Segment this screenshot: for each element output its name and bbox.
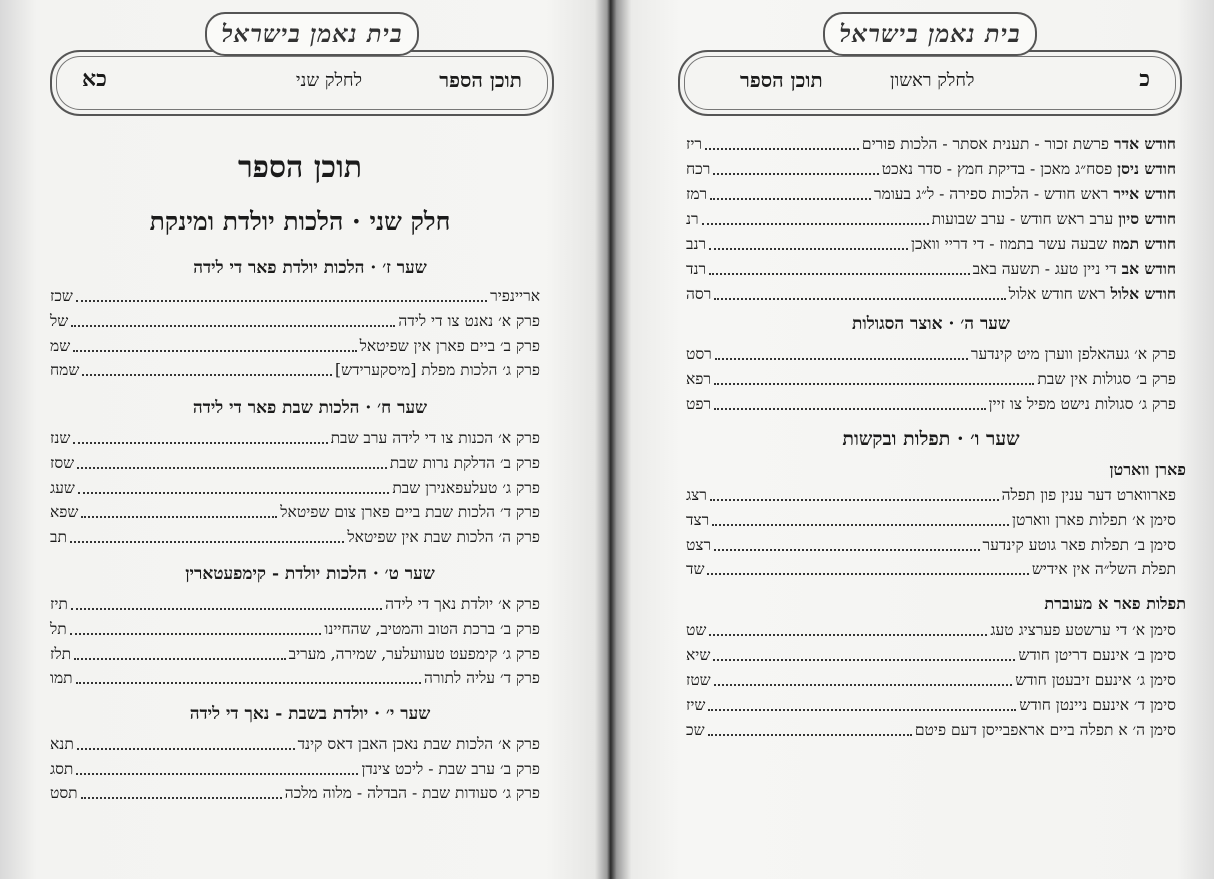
entry-text: פרק ג׳ סעודות שבת - הבדלה - מלוה מלכה [284,784,540,802]
section-title: שער ה׳ · אוצר הסגולות [852,314,1010,334]
entry-page: תסט [50,784,78,802]
entry-page: תב [50,528,67,546]
toc-entry[interactable] [50,451,540,475]
entry-text: פרק ג׳ הלכות מפלת [מיסקערידש] [335,361,540,379]
entry-text: פרק ב׳ ברכת הטוב והמטיב, שהחיינו [324,620,540,638]
toc-entry[interactable] [686,693,1176,717]
entry-page: רסט [686,345,712,363]
entry-page: שסז [50,454,75,472]
leader-dots [714,549,979,551]
subsection-heading: תפלות פאר א מעוברת [1044,594,1186,613]
entry-page: רצד [686,511,710,529]
entry-text: סימן ג׳ אינעם זיבעטן חודש [1015,671,1176,689]
header-subtitle: לחלק ראשון [890,70,975,91]
entry-page: שכ [686,721,705,739]
entry-page: רצט [686,536,712,554]
toc-entry[interactable] [686,257,1176,281]
toc-entry[interactable] [50,781,540,805]
leader-dots [74,658,286,660]
leader-dots [713,659,1015,661]
entry-page: תסג [50,760,74,778]
right-page [618,0,1214,879]
leader-dots [81,516,277,518]
entry-page: רפא [686,370,712,388]
entry-text: פרק ג׳ סגולות נישט מפיל צו זיין [988,395,1176,413]
entry-page: תנא [50,735,74,753]
entry-text: פרק א׳ יולדת נאך די לידה [385,595,540,613]
toc-entry[interactable] [686,557,1176,581]
entry-text: פרק ב׳ סגולות אין שבת [1037,370,1176,388]
section-title: שער י׳ · יולדת בשבת - נאך די לידה [189,704,431,724]
entry-page: רסה [686,285,712,303]
entry-page: שמ [50,337,71,355]
toc-entry[interactable] [50,334,540,358]
entry-text: חודש תמוז שבעה עשר בתמוז - די דריי וואכן [911,234,1176,253]
month-name: חודש אב [1121,259,1176,278]
toc-entry[interactable] [50,757,540,781]
toc-entry[interactable] [686,392,1176,416]
entry-text: סימן א׳ די ערשטע פערציג טעג [990,621,1176,639]
entry-text: סימן ב׳ תפלות פאר גוטע קינדער [982,536,1176,554]
entry-text: חודש אדר פרשת זכור - תענית אסתר - הלכות פורים [861,134,1176,153]
entry-page: שד [686,560,705,578]
month-name: חודש תמוז [1112,234,1176,253]
month-name: חודש אדר [1114,134,1176,153]
entry-text: חודש ניסן פסח״ג מאכן - בדיקת חמץ - סדר נאכט [881,159,1176,178]
leader-dots [702,223,929,225]
leader-dots [710,499,999,501]
leader-dots [73,442,327,444]
header-subtitle: לחלק שני [295,70,362,91]
toc-entry[interactable] [686,207,1176,231]
month-name: חודש אייר [1113,184,1176,203]
entry-text: פרק ג׳ טעלעפאנירן שבת [392,479,540,497]
left-page [0,0,600,879]
entry-page: שט [686,621,707,639]
toc-entry[interactable] [50,358,540,382]
toc-entry[interactable] [686,232,1176,256]
leader-dots [76,773,358,775]
entry-page: שעג [50,479,75,497]
entry-page: תיז [50,595,68,613]
entry-text: סימן ד׳ אינעם ניינטן חודש [1019,696,1176,714]
entry-page: שנז [50,429,71,447]
entry-page: רנ [686,210,699,228]
section-title: שער ט׳ · הלכות יולדת - קימפעטארין [185,564,435,584]
section-title: שער ו׳ · תפלות ובקשות [842,428,1020,450]
toc-entry[interactable] [686,367,1176,391]
toc-entry[interactable] [686,533,1176,557]
page-number: כ [1139,66,1150,92]
leader-dots [70,633,322,635]
entry-text: פרק א׳ געהאלפן ווערן מיט קינדער [970,345,1176,363]
toc-entry[interactable] [686,668,1176,692]
entry-page: שמח [50,361,80,379]
entry-page: שיא [686,646,711,664]
entry-page: רצג [686,486,707,504]
entry-text: אריינפיר [490,287,540,305]
leader-dots [77,748,295,750]
leader-dots [709,634,987,636]
entry-text: פרק ב׳ ערב שבת - ליכט צינדן [361,760,540,778]
toc-entry[interactable] [686,282,1176,306]
entry-page: שכז [50,287,73,305]
leader-dots [709,248,908,250]
entry-text: פרק ד׳ עליה לתורה [423,669,540,687]
leader-dots [70,541,344,543]
entry-page: רכח [686,160,711,178]
entry-text: תפלת השל״ה אין אידיש [1031,560,1176,578]
leader-dots [81,797,282,799]
toc-entry[interactable] [686,182,1176,206]
entry-page: תמו [50,669,73,687]
entry-page: תל [50,620,67,638]
toc-entry[interactable] [686,157,1176,181]
month-name: חודש סיון [1118,209,1176,228]
part-title: חלק שני · הלכות יולדת ומינקת [149,207,451,236]
entry-page: שטז [686,671,711,689]
leader-dots [708,734,912,736]
entry-text: פרק ב׳ ביים פארן אין שפיטאל [359,337,540,355]
leader-dots [82,374,332,376]
entry-text: פרק א׳ נאנט צו די לידה [398,312,540,330]
toc-entry[interactable] [686,483,1176,507]
leader-dots [73,350,356,352]
toc-entry[interactable] [686,618,1176,642]
entry-page: תלז [50,645,72,663]
toc-entry[interactable] [686,643,1176,667]
entry-page: שפא [50,503,79,521]
header-title: תוכן הספר [439,68,522,92]
leader-dots [714,383,1034,385]
toc-entry[interactable] [50,426,540,450]
leader-dots [708,709,1016,711]
header-title: תוכן הספר [740,68,823,92]
leader-dots [713,173,878,175]
entry-text: פרק ה׳ הלכות שבת אין שפיטאל [347,528,540,546]
leader-dots [714,684,1013,686]
leader-dots [712,524,1009,526]
leader-dots [77,467,387,469]
toc-entry[interactable] [50,284,540,308]
toc-entry[interactable] [50,592,540,616]
leader-dots [76,682,421,684]
entry-text: פרק ד׳ הלכות שבת ביים פארן צום שפיטאל [280,503,540,521]
book-title-banner: בית נאמן בישראל [823,12,1037,56]
leader-dots [714,298,1005,300]
entry-page: רנד [686,260,707,278]
toc-entry[interactable] [50,666,540,690]
entry-text: פרק ב׳ הדלקת נרות שבת [389,454,540,472]
toc-entry[interactable] [50,309,540,333]
entry-page: ריז [686,135,702,153]
entry-page: של [50,312,69,330]
leader-dots [710,198,871,200]
entry-text: סימן ה׳ א תפלה ביים אראפבייסן דעם פיטם [914,721,1176,739]
leader-dots [715,358,968,360]
section-title: שער ח׳ · הלכות שבת פאר די לידה [192,398,428,418]
leader-dots [71,608,382,610]
leader-dots [714,408,985,410]
entry-page: רנב [686,235,707,253]
leader-dots [709,273,969,275]
toc-entry[interactable] [50,476,540,500]
leader-dots [707,573,1028,575]
leader-dots [705,148,859,150]
toc-entry[interactable] [50,525,540,549]
toc-entry[interactable] [686,342,1176,366]
entry-page: רפט [686,395,712,413]
leader-dots [76,300,487,302]
entry-text: פרק ג׳ קימפעט טעוועלער, שמירה, מעריב [288,645,540,663]
toc-entry[interactable] [686,508,1176,532]
entry-text: פרק א׳ הלכות שבת נאכן האבן דאס קינד [297,735,540,753]
entry-text: סימן א׳ תפלות פארן ווארטן [1012,511,1176,529]
entry-text: פרק א׳ הכנות צו די לידה ערב שבת [330,429,540,447]
month-name: חודש ניסן [1117,159,1176,178]
toc-entry[interactable] [50,617,540,641]
toc-entry[interactable] [686,132,1176,156]
toc-entry[interactable] [50,642,540,666]
entry-text: סימן ב׳ אינעם דריטן חודש [1018,646,1176,664]
entry-text: חודש אלול ראש חודש אלול [1008,284,1176,303]
left-page-header [50,50,554,116]
toc-entry[interactable] [50,500,540,524]
leader-dots [71,325,395,327]
subsection-heading: פארן ווארטן [1109,460,1186,479]
entry-text: חודש אייר ראש חודש - הלכות ספירה - ל״ג בעומר [874,184,1176,203]
entry-page: רמז [686,185,708,203]
toc-entry[interactable] [50,732,540,756]
right-page-header [678,50,1182,116]
month-name: חודש אלול [1110,284,1176,303]
entry-page: שיז [686,696,706,714]
entry-text: חודש אב די ניין טעג - תשעה באב [972,259,1176,278]
main-title: תוכן הספר [237,150,363,185]
leader-dots [78,492,389,494]
section-title: שער ז׳ · הלכות יולדת פאר די לידה [193,258,427,278]
entry-text: פארווארט דער ענין פון תפלה [1001,486,1176,504]
book-title-banner: בית נאמן בישראל [205,12,419,56]
toc-entry[interactable] [686,718,1176,742]
entry-text: חודש סיון ערב ראש חודש - ערב שבועות [931,209,1176,228]
page-number: כא [82,66,107,92]
